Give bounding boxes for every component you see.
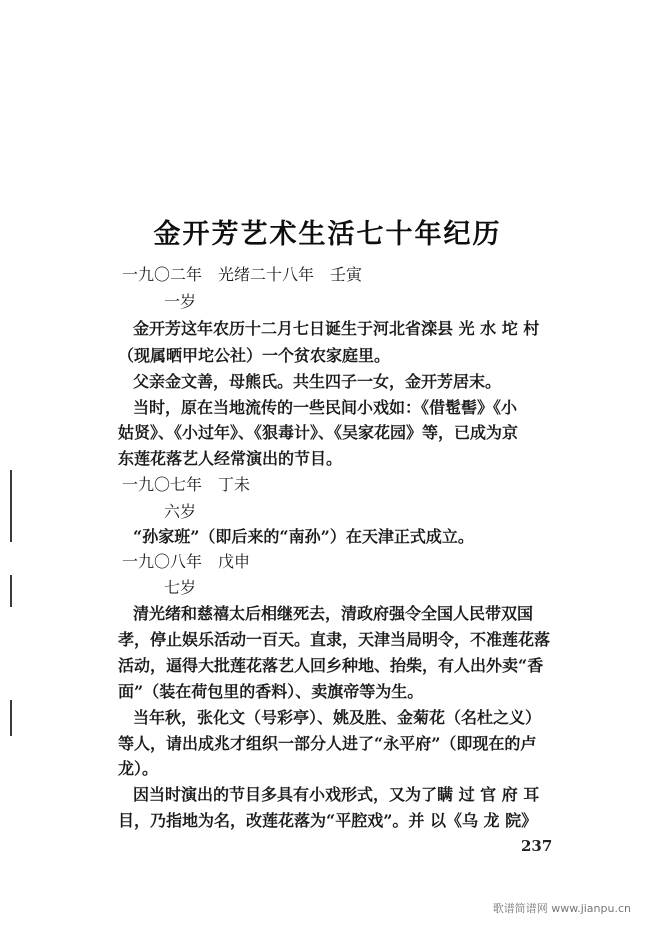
paragraph-line: 清光绪和慈禧太后相继死去，清政府强令全国人民带双国 (133, 604, 534, 623)
paragraph-line: 龙）。 (118, 759, 159, 778)
paragraph-line: “孙家班”（即后来的“南孙”）在天津正式成立。 (133, 527, 474, 546)
scan-edge-mark (10, 470, 12, 542)
paragraph-line: 目，乃指地为名，改莲花落为“平腔戏”。并 以《乌 龙 院》 (118, 811, 538, 830)
paragraph-line: 活动，逼得大批莲花落艺人回乡种地、抬柴，有人出外卖“香 (118, 656, 544, 675)
year-heading: 一九〇八年 戊申 (122, 552, 251, 571)
paragraph-line: 姑贤》、《小过年》、《狠毒计》、《吴家花园》等，已成为京 (118, 423, 519, 442)
paragraph-line: 金开芳这年农历十二月七日诞生于河北省滦县 光 水 坨 村 (133, 319, 540, 338)
age-line: 一岁 (164, 292, 197, 311)
age-line: 六岁 (164, 502, 197, 521)
paragraph-line: 当时，原在当地流传的一些民间小戏如：《借髢髻》《小 (133, 398, 518, 417)
paragraph-line: 等人，请出成兆才组织一部分人进了“永平府”（即现在的卢 (118, 734, 537, 753)
year-heading: 一九〇七年 丁未 (122, 475, 251, 494)
paragraph-line: 父亲金文善，母熊氏。共生四子一女，金开芳居末。 (133, 372, 502, 391)
paragraph-line: 东莲花落艺人经常演出的节目。 (118, 449, 343, 468)
year-heading: 一九〇二年 光绪二十八年 壬寅 (122, 265, 363, 284)
page-number: 237 (521, 837, 553, 855)
site-watermark: 歌谱简谱网 www.jianpu.cn (492, 902, 631, 915)
age-line: 七岁 (164, 578, 197, 597)
paragraph-line: 当年秋，张化文（号彩亭）、姚及胜、金菊花（名杜之义） (133, 708, 542, 727)
paragraph-line: 因当时演出的节目多具有小戏形式，又为了瞒 过 官 府 耳 (133, 785, 540, 804)
paragraph-line: （现属晒甲坨公社）一个贫农家庭里。 (118, 346, 391, 365)
paragraph-line: 面”（装在荷包里的香料）、卖旗帝等为生。 (118, 682, 424, 701)
paragraph-line: 孝，停止娱乐活动一百天。直隶，天津当局明令，不准莲花落 (118, 630, 551, 649)
scan-edge-mark (10, 700, 12, 736)
page-title: 金开芳艺术生活七十年纪历 (153, 219, 502, 250)
scan-edge-mark (10, 575, 12, 607)
